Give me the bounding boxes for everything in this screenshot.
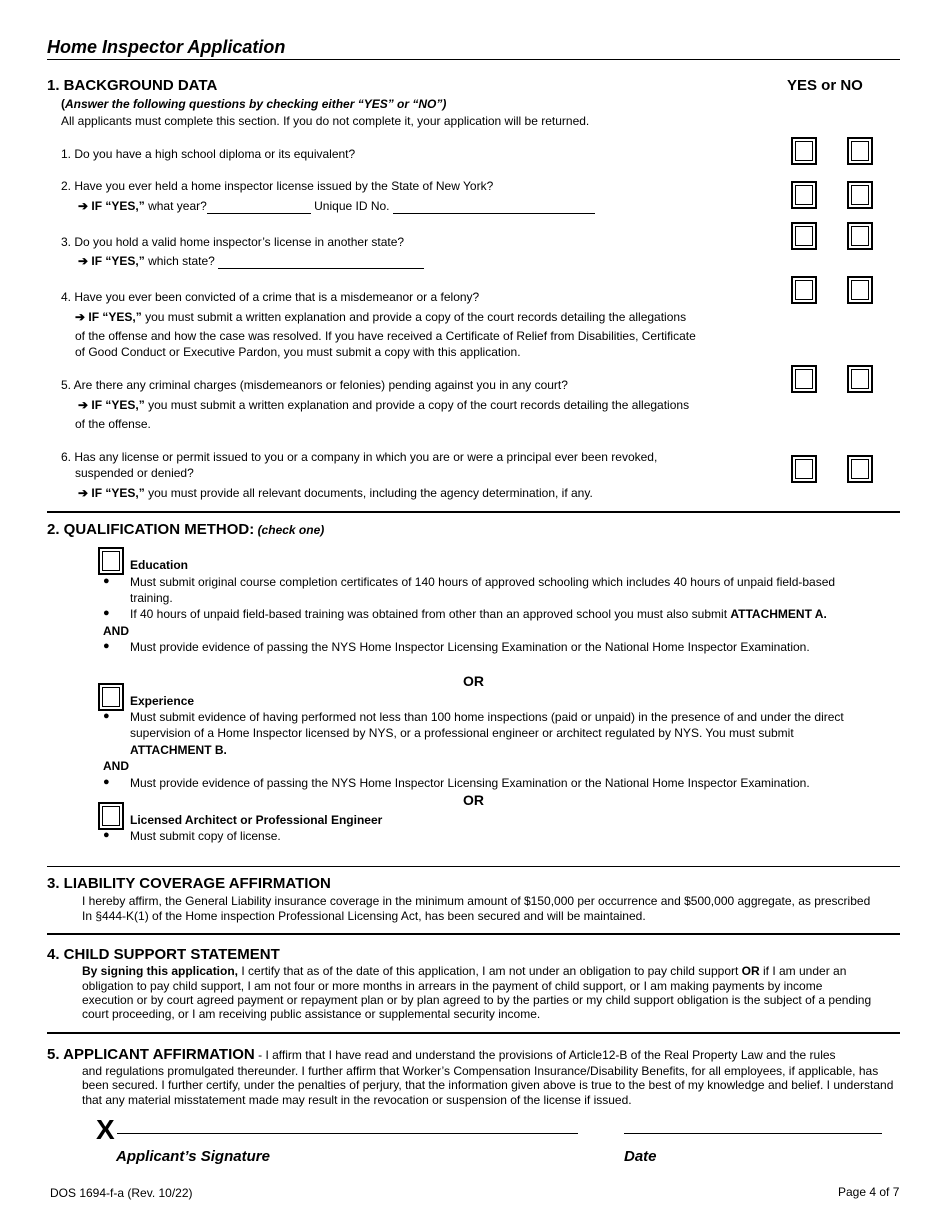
q4-line3: of Good Conduct or Executive Pardon, you must submit a copy with this application.: [75, 345, 521, 359]
q2-if-yes-line: ➔ IF “YES,” what year? Unique ID No.: [78, 198, 595, 214]
education-checkbox[interactable]: [98, 547, 124, 575]
architect-checkbox[interactable]: [98, 802, 124, 830]
or-label: OR: [463, 673, 484, 689]
title-divider: [47, 59, 900, 60]
bullet-icon: ●: [103, 776, 110, 788]
and-label: AND: [103, 624, 129, 638]
bullet-icon: ●: [103, 710, 110, 722]
edu-exam-bullet: Must provide evidence of passing the NYS Home Inspector Licensing Examination or the National Home Inspector Examination.: [130, 640, 810, 654]
section4-line2: obligation to pay child support, I am not four or more months in arrears in the payment of child support, or I am making payments by income: [82, 979, 823, 993]
q2-yes-checkbox[interactable]: [791, 181, 817, 209]
question-4: 4. Have you ever been convicted of a crime that is a misdemeanor or a felony?: [61, 290, 480, 304]
section1-note: All applicants must complete this section. If you do not complete it, your application will be returned.: [61, 114, 590, 128]
section5-line2: and regulations promulgated thereunder. I further affirm that Worker’s Compensation Insurance/Disability Benefits, for all employees, if applicable, has: [82, 1064, 879, 1078]
section-divider: [47, 933, 900, 935]
section3-line1: I hereby affirm, the General Liability insurance coverage in the minimum amount of $150,000 per occurrence and $500,000 aggregate, as prescribed: [82, 894, 871, 908]
arrow-icon: ➔: [78, 254, 89, 268]
date-field[interactable]: [624, 1133, 882, 1134]
q4-yes-checkbox[interactable]: [791, 276, 817, 304]
q2-no-checkbox[interactable]: [847, 181, 873, 209]
q3-state-field[interactable]: [218, 255, 424, 269]
architect-label: Licensed Architect or Professional Engineer: [130, 813, 383, 827]
exp-exam-bullet: Must provide evidence of passing the NYS Home Inspector Licensing Examination or the National Home Inspector Examination.: [130, 776, 810, 790]
education-label: Education: [130, 558, 189, 572]
experience-checkbox[interactable]: [98, 683, 124, 711]
and-label: AND: [103, 759, 129, 773]
question-1: 1. Do you have a high school diploma or its equivalent?: [61, 147, 356, 161]
bullet-icon: ●: [103, 640, 110, 652]
question-2: 2. Have you ever held a home inspector license issued by the State of New York?: [61, 179, 494, 193]
signature-label: Applicant’s Signature: [116, 1148, 270, 1165]
edu-bullet-1-line2: training.: [130, 591, 173, 605]
section5-line1: 5. APPLICANT AFFIRMATION - I affirm that I have read and understand the provisions of Article12-B of the Real Property Law and the rules: [47, 1046, 836, 1063]
signature-x-mark: X: [96, 1114, 115, 1145]
q3-yes-checkbox[interactable]: [791, 222, 817, 250]
question-6-line1: 6. Has any license or permit issued to you or a company in which you are or were a principal ever been revoked,: [61, 450, 658, 464]
edu-bullet-2: If 40 hours of unpaid field-based training was obtained from other than an approved school you must also submit ATTACHMENT A.: [130, 607, 827, 621]
section1-heading: 1. BACKGROUND DATA: [47, 77, 218, 94]
q5-no-checkbox[interactable]: [847, 365, 873, 393]
q2-year-field[interactable]: [207, 200, 311, 214]
q3-no-checkbox[interactable]: [847, 222, 873, 250]
q5-yes-checkbox[interactable]: [791, 365, 817, 393]
bullet-icon: ●: [103, 607, 110, 619]
q6-yes-checkbox[interactable]: [791, 455, 817, 483]
section4-heading: 4. CHILD SUPPORT STATEMENT: [47, 946, 280, 963]
exp-bullet-1-line1: Must submit evidence of having performed not less than 100 home inspections (paid or unpaid) in the presence of and under the direct: [130, 710, 844, 724]
question-6-line2: suspended or denied?: [75, 466, 194, 480]
q5-if-yes-line1: ➔ IF “YES,” you must submit a written explanation and provide a copy of the court records detailing the allegations: [78, 398, 690, 412]
exp-bullet-1-line2: supervision of a Home Inspector licensed by NYS, or a professional engineer or architect regulated by NYS. You must submit: [130, 726, 794, 740]
signature-field[interactable]: [117, 1133, 578, 1134]
arrow-icon: ➔: [78, 398, 89, 412]
yes-no-label: YES or NO: [787, 77, 863, 94]
q4-if-yes-line1: ➔ IF “YES,” you must submit a written explanation and provide a copy of the court records detailing the allegations: [75, 310, 687, 324]
bullet-icon: ●: [103, 575, 110, 587]
section3-line2: In §444-K(1) of the Home inspection Professional Licensing Act, has been secured and will be maintained.: [82, 909, 646, 923]
q4-line2: of the offense and how the case was resolved. If you have received a Certificate of Relief from Disabilities, Certificate: [75, 329, 696, 343]
arrow-icon: ➔: [78, 486, 89, 500]
section1-instruction: (Answer the following questions by checking either “YES” or “NO”): [61, 97, 447, 111]
edu-bullet-1-line1: Must submit original course completion certificates of 140 hours of approved schooling which includes 40 hours of unpaid field-based: [130, 575, 836, 589]
q2-unique-id-field[interactable]: [393, 200, 595, 214]
bullet-icon: ●: [103, 829, 110, 841]
arch-bullet-1: Must submit copy of license.: [130, 829, 281, 843]
section-divider: [47, 866, 900, 867]
or-label: OR: [463, 792, 484, 808]
exp-bullet-1-line3: ATTACHMENT B.: [130, 743, 227, 757]
arrow-icon: ➔: [78, 199, 89, 213]
section5-line4: that any material misstatement made may result in the revocation or suspension of the license if issued.: [82, 1093, 632, 1107]
section4-line3: execution or by court agreed payment or repayment plan or by plan agreed to by the parties or my child support obligation is the subject of a pending: [82, 993, 872, 1007]
form-title: Home Inspector Application: [47, 37, 286, 57]
section4-line4: court proceeding, or I am receiving public assistance or supplemental security income.: [82, 1007, 541, 1021]
q3-if-yes-line: ➔ IF “YES,” which state?: [78, 253, 424, 269]
section3-heading: 3. LIABILITY COVERAGE AFFIRMATION: [47, 875, 331, 892]
page-number: Page 4 of 7: [838, 1185, 900, 1199]
q6-no-checkbox[interactable]: [847, 455, 873, 483]
arrow-icon: ➔: [75, 310, 86, 324]
q1-no-checkbox[interactable]: [847, 137, 873, 165]
question-3: 3. Do you hold a valid home inspector’s license in another state?: [61, 235, 405, 249]
section-divider: [47, 511, 900, 513]
form-id: DOS 1694-f-a (Rev. 10/22): [50, 1186, 193, 1200]
section4-line1: By signing this application, I certify that as of the date of this application, I am not under an obligation to pay child support OR if I am under an: [82, 964, 847, 978]
section5-line3: been secured. I further certify, under the penalties of perjury, that the information given above is true to the best of my knowledge and belief. I understand: [82, 1078, 894, 1092]
q4-no-checkbox[interactable]: [847, 276, 873, 304]
q6-if-yes-line: ➔ IF “YES,” you must provide all relevant documents, including the agency determination, if any.: [78, 486, 593, 500]
q1-yes-checkbox[interactable]: [791, 137, 817, 165]
section2-heading-row: 2. QUALIFICATION METHOD: (check one): [47, 521, 325, 538]
q5-line2: of the offense.: [75, 417, 151, 431]
date-label: Date: [624, 1148, 657, 1165]
question-5: 5. Are there any criminal charges (misdemeanors or felonies) pending against you in any court?: [61, 378, 568, 392]
experience-label: Experience: [130, 694, 195, 708]
section-divider: [47, 1032, 900, 1034]
